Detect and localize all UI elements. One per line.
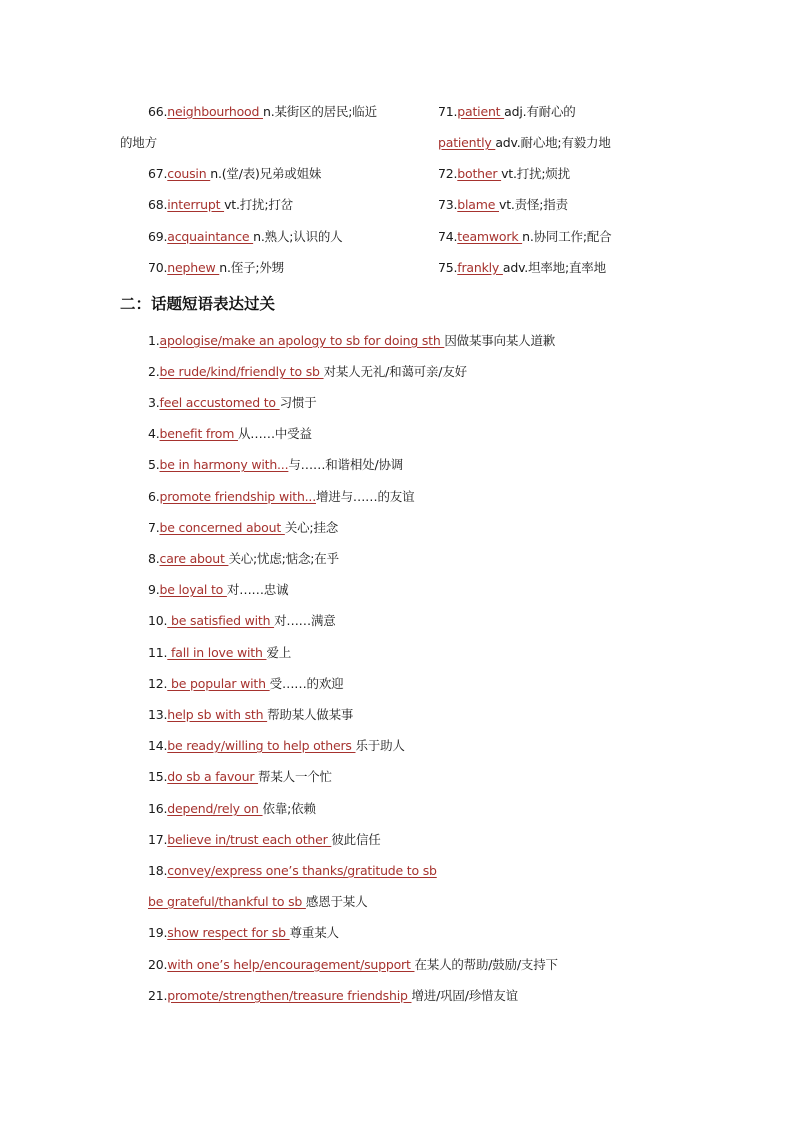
phrase-item-3	[148, 395, 317, 411]
item-number: 10.	[148, 613, 168, 628]
meaning: 对某人无礼/和蔼可亲/友好	[323, 364, 467, 379]
item-number: 18.	[148, 863, 168, 878]
answer-word: blame	[457, 197, 499, 212]
answer-word: cousin	[167, 166, 211, 181]
answer-phrase: promote friendship with...	[159, 489, 316, 504]
item-number: 15.	[148, 769, 168, 784]
item-number: 1.	[148, 333, 160, 348]
vocab-item-70	[148, 260, 284, 276]
vocab-item-69	[148, 229, 342, 245]
answer-phrase: fall in love with	[167, 645, 267, 660]
answer-phrase: be popular with	[167, 676, 270, 691]
definition: vt.责怪;指责	[499, 197, 568, 212]
item-number: 17.	[148, 832, 168, 847]
item-number: 75.	[438, 260, 458, 275]
item-number: 11.	[148, 645, 168, 660]
answer-phrase: show respect for sb	[167, 925, 290, 940]
answer-phrase: convey/express one’s thanks/gratitude to sb	[167, 863, 437, 878]
vocab-item-74	[438, 229, 611, 245]
definition: n.侄子;外甥	[219, 260, 284, 275]
phrase-item-6	[148, 489, 414, 505]
answer-phrase: depend/rely on	[167, 801, 263, 816]
meaning: 从……中受益	[237, 426, 312, 441]
definition: adv.坦率地;直率地	[502, 260, 606, 275]
answer-phrase: apologise/make an apology to sb for doing sth	[159, 333, 445, 348]
item-number: 70.	[148, 260, 168, 275]
meaning: 受……的欢迎	[269, 676, 344, 691]
answer-word: interrupt	[167, 197, 225, 212]
answer-phrase: be concerned about	[159, 520, 285, 535]
item-number: 66.	[148, 104, 168, 119]
meaning: 帮某人一个忙	[258, 769, 332, 784]
definition: vt.打扰;打岔	[224, 197, 293, 212]
vocab-item-75	[438, 260, 606, 276]
answer-phrase: be satisfied with	[167, 613, 275, 628]
vocab-item-68	[148, 197, 293, 213]
vocab-item-72	[438, 166, 570, 182]
phrase-item-11	[148, 645, 291, 661]
meaning: 关心;挂念	[284, 520, 339, 535]
item-number: 73.	[438, 197, 458, 212]
meaning: 帮助某人做某事	[267, 707, 354, 722]
meaning: 关心;忧虑;惦念;在乎	[228, 551, 339, 566]
answer-word: acquaintance	[167, 229, 254, 244]
answer-word: bother	[457, 166, 502, 181]
answer-word: teamwork	[457, 229, 523, 244]
phrase-item-15	[148, 769, 332, 785]
answer-word: patiently	[438, 135, 496, 150]
answer-phrase: be grateful/thankful to sb	[148, 894, 306, 909]
section-title: 二：话题短语表达过关	[120, 295, 276, 313]
item-number: 5.	[148, 457, 160, 472]
meaning: 对……满意	[274, 613, 336, 628]
vocab-item-71-adverb	[438, 135, 611, 151]
answer-phrase: help sb with sth	[167, 707, 268, 722]
item-number: 74.	[438, 229, 458, 244]
meaning: 增进/巩固/珍惜友谊	[411, 988, 518, 1003]
phrase-item-10	[148, 613, 336, 629]
item-number: 71.	[438, 104, 458, 119]
phrase-item-18	[148, 863, 437, 879]
meaning: 爱上	[266, 645, 292, 660]
answer-phrase: promote/strengthen/treasure friendship	[167, 988, 412, 1003]
phrase-item-9	[148, 582, 288, 598]
meaning: 习惯于	[279, 395, 317, 410]
definition: n.某街区的居民;临近	[262, 104, 377, 119]
meaning: 感恩于某人	[305, 894, 368, 909]
item-number: 13.	[148, 707, 168, 722]
meaning: 与……和谐相处/协调	[288, 457, 404, 472]
item-number: 16.	[148, 801, 168, 816]
definition: n.(堂/表)兄弟或姐妹	[210, 166, 322, 181]
meaning: 依靠;依赖	[262, 801, 316, 816]
answer-word: frankly	[457, 260, 503, 275]
phrase-item-5	[148, 457, 403, 473]
item-number: 20.	[148, 957, 168, 972]
item-number: 8.	[148, 551, 160, 566]
vocab-item-67	[148, 166, 321, 182]
item-number: 9.	[148, 582, 160, 597]
vocab-item-71	[438, 104, 576, 120]
vocab-item-66	[148, 104, 377, 120]
item-number: 14.	[148, 738, 168, 753]
definition: adj.有耐心的	[504, 104, 576, 119]
answer-word: nephew	[167, 260, 220, 275]
item-number: 4.	[148, 426, 160, 441]
meaning: 尊重某人	[289, 925, 339, 940]
meaning: 因做某事向某人道歉	[444, 333, 556, 348]
answer-word: neighbourhood	[167, 104, 263, 119]
phrase-item-18-continuation	[148, 894, 367, 910]
phrase-item-4	[148, 426, 312, 442]
phrase-item-13	[148, 707, 353, 723]
definition: 的地方	[120, 135, 157, 150]
phrase-item-7	[148, 520, 338, 536]
vocab-item-66-continuation	[120, 135, 157, 151]
definition: n.协同工作;配合	[522, 229, 612, 244]
meaning: 增进与……的友谊	[315, 489, 415, 504]
item-number: 72.	[438, 166, 458, 181]
item-number: 21.	[148, 988, 168, 1003]
meaning: 乐于助人	[355, 738, 405, 753]
answer-phrase: with one’s help/encouragement/support	[167, 957, 415, 972]
phrase-item-1	[148, 333, 555, 349]
definition: adv.耐心地;有毅力地	[495, 135, 611, 150]
phrase-item-16	[148, 801, 316, 817]
answer-phrase: care about	[159, 551, 229, 566]
vocab-item-73	[438, 197, 568, 213]
meaning: 在某人的帮助/鼓励/支持下	[414, 957, 558, 972]
phrase-item-21	[148, 988, 518, 1004]
answer-phrase: be loyal to	[159, 582, 227, 597]
definition: n.熟人;认识的人	[253, 229, 343, 244]
answer-phrase: be ready/willing to help others	[167, 738, 356, 753]
answer-phrase: do sb a favour	[167, 769, 259, 784]
item-number: 68.	[148, 197, 168, 212]
definition: vt.打扰;烦扰	[501, 166, 570, 181]
phrase-item-19	[148, 925, 339, 941]
phrase-item-8	[148, 551, 339, 567]
item-number: 12.	[148, 676, 168, 691]
item-number: 3.	[148, 395, 160, 410]
answer-phrase: feel accustomed to	[159, 395, 280, 410]
phrase-item-12	[148, 676, 343, 692]
item-number: 7.	[148, 520, 160, 535]
item-number: 67.	[148, 166, 168, 181]
meaning: 彼此信任	[331, 832, 381, 847]
answer-phrase: be rude/kind/friendly to sb	[159, 364, 324, 379]
phrase-item-17	[148, 832, 381, 848]
answer-phrase: be in harmony with...	[159, 457, 289, 472]
meaning: 对……忠诚	[226, 582, 289, 597]
item-number: 19.	[148, 925, 168, 940]
phrase-item-2	[148, 364, 467, 380]
item-number: 6.	[148, 489, 160, 504]
answer-phrase: benefit from	[159, 426, 238, 441]
item-number: 69.	[148, 229, 168, 244]
phrase-item-14	[148, 738, 405, 754]
item-number: 2.	[148, 364, 160, 379]
answer-phrase: believe in/trust each other	[167, 832, 332, 847]
phrase-item-20	[148, 957, 558, 973]
answer-word: patient	[457, 104, 505, 119]
